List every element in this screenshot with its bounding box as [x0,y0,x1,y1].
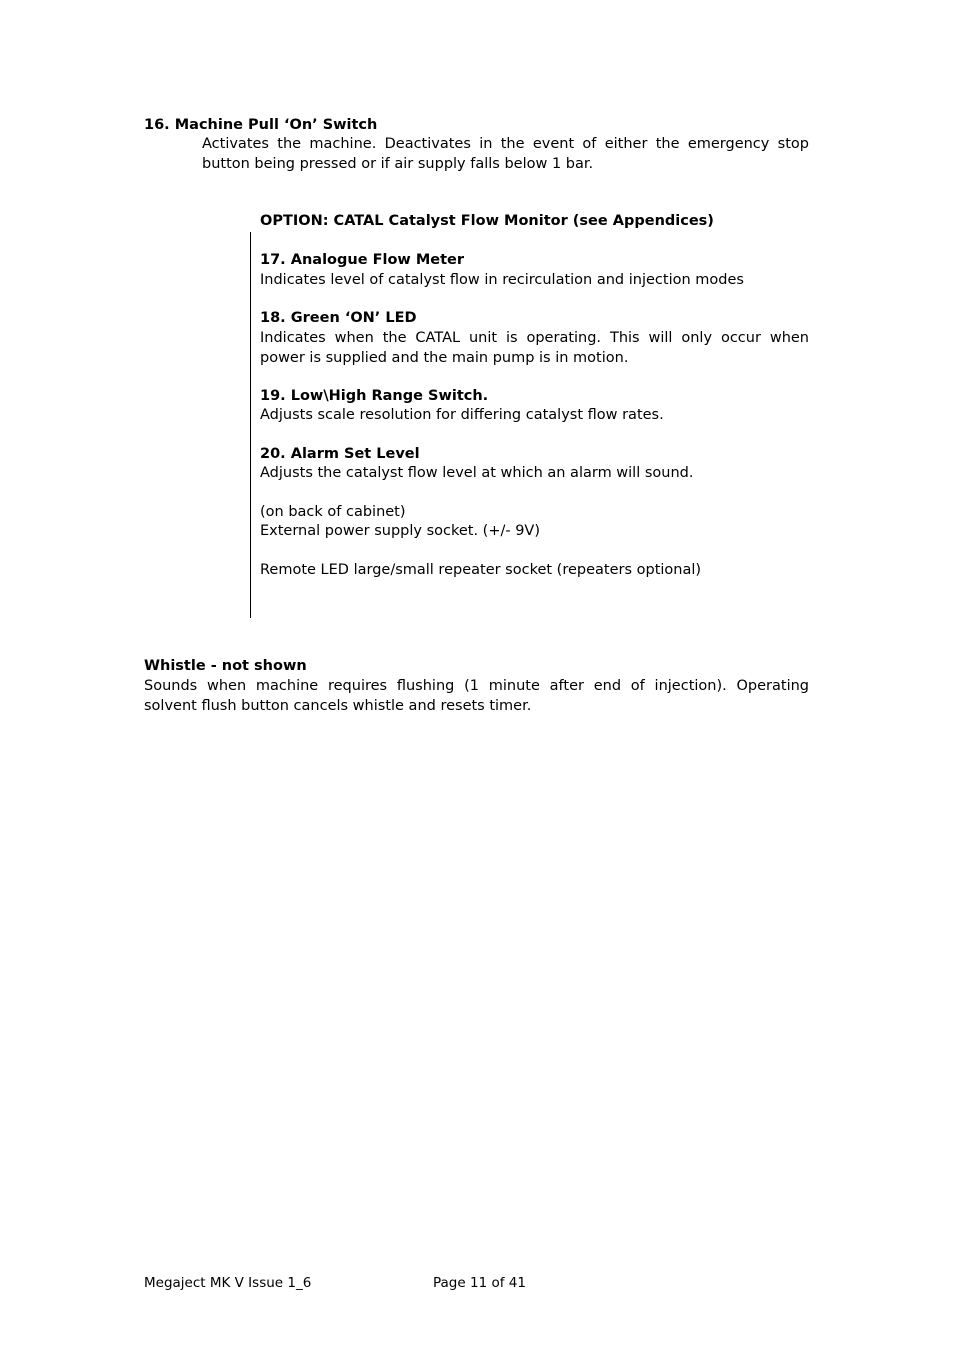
power-socket-text: External power supply socket. (+/- 9V) [260,523,541,539]
item-19-body: Adjusts scale resolution for differing catalyst flow rates. [260,407,664,423]
repeater-socket-text: Remote LED large/small repeater socket (repeaters optional) [260,562,702,578]
section-16-heading: 16. Machine Pull ‘On’ Switch [144,117,378,133]
footer-document-title: Megaject MK V Issue 1_6 [144,1275,312,1291]
option-heading: OPTION: CATAL Catalyst Flow Monitor (see Appendices) [260,213,714,229]
item-18-body: Indicates when the CATAL unit is operating. This will only occur when power is supplied and the main pump is in motion. [260,330,809,366]
whistle-body: Sounds when machine requires flushing (1 minute after end of injection). Operating solvent flush button cancels whistle and resets timer. [144,678,809,714]
item-20-body: Adjusts the catalyst flow level at which an alarm will sound. [260,465,694,481]
cabinet-back-note: (on back of cabinet) [260,504,406,520]
section-16-body: Activates the machine. Deactivates in the event of either the emergency stop button being pressed or if air supply falls below 1 bar. [202,136,809,172]
footer-page-number: Page 11 of 41 [433,1275,526,1291]
option-left-rule [250,232,251,618]
item-18-heading: 18. Green ‘ON’ LED [260,310,417,326]
item-20-heading: 20. Alarm Set Level [260,446,420,462]
item-19-heading: 19. Low\High Range Switch. [260,388,489,404]
whistle-heading: Whistle - not shown [144,658,307,674]
item-17-heading: 17. Analogue Flow Meter [260,252,465,268]
item-17-body: Indicates level of catalyst flow in recirculation and injection modes [260,272,744,288]
